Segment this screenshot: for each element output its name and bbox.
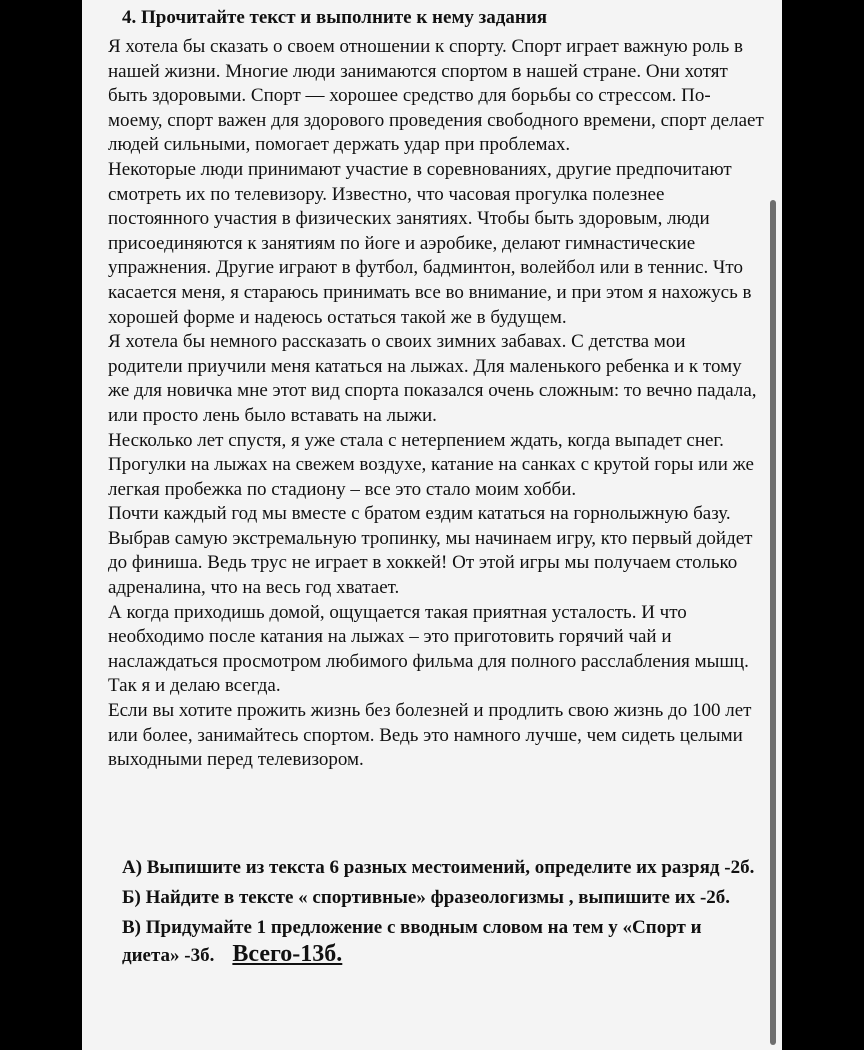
paragraph-1: Я хотела бы сказать о своем отношении к спорту. Спорт играет важную роль в нашей жизни. Многие люди занимаются спортом в нашей стране. Они хотят быть здоровыми. Спорт — хорошее средство для борьбы со стрессом. По-моему, спорт важен для здорового проведения свободного времени, спорт делает людей сильными, помогает держать удар при проблемах. [108, 36, 764, 156]
task-c-text: В) Придумайте 1 предложение с вводным словом на тем у «Спорт и диета» -3б. [122, 917, 702, 966]
paragraph-3: Я хотела бы немного рассказать о своих зимних забавах. С детства мои родители приучили меня кататься на лыжах. Для маленького ребенка и к тому же для новичка мне этот вид спорта показался очень сложным: то вечно падала, или просто лень было вставать на лыжи. [108, 331, 757, 426]
paragraph-2: Некоторые люди принимают участие в соревнованиях, другие предпочитают смотреть их по телевизору. Известно, что часовая прогулка полезнее постоянного участия в физических занятиях. Чтобы быть здоровым, люди присоединяются к занятиям по йоге и аэробике, делают гимнастические упражнения. Другие играют в футбол, бадминтон, волейбол или в теннис. Что касается меня, я стараюсь принимать все во внимание, и при этом я нахожусь в хорошей форме и надеюсь остаться такой же в будущем. [108, 158, 752, 328]
task-b: Б) Найдите в тексте « спортивные» фразеологизмы , выпишите их -2б. [122, 887, 731, 908]
task-c [122, 915, 762, 969]
task-a: А) Выпишите из текста 6 разных местоимений, определите их разряд -2б. [122, 857, 755, 878]
reading-text [108, 35, 764, 773]
total-score: Всего-13б. [232, 941, 343, 967]
task-list [122, 855, 762, 973]
paragraph-4: Несколько лет спустя, я уже стала с нетерпением ждать, когда выпадет снег. Прогулки на лыжах на свежем воздухе, катание на санках с крутой горы или же легкая пробежка по стадиону – все это стало моим хобби. [108, 429, 754, 500]
paragraph-5: Почти каждый год мы вместе с братом ездим кататься на горнолыжную базу. Выбрав самую экстремальную тропинку, мы начинаем игру, кто первый дойдет до финиша. Ведь трус не играет в хоккей! От этой игры мы получаем столько адреналина, что на весь год хватает. [108, 503, 753, 599]
task-heading: 4. Прочитайте текст и выполните к нему задания [122, 7, 548, 28]
paragraph-6: А когда приходишь домой, ощущается такая приятная усталость. И что необходимо после катания на лыжах – это приготовить горячий чай и наслаждаться просмотром любимого фильма для полного расслабления мышц. Так я и делаю всегда. [108, 601, 749, 697]
scrollbar[interactable] [770, 200, 776, 1045]
paragraph-7: Если вы хотите прожить жизнь без болезней и продлить свою жизнь до 100 лет или более, занимайтесь спортом. Ведь это намного лучше, чем сидеть целыми выходными перед телевизором. [108, 700, 752, 771]
